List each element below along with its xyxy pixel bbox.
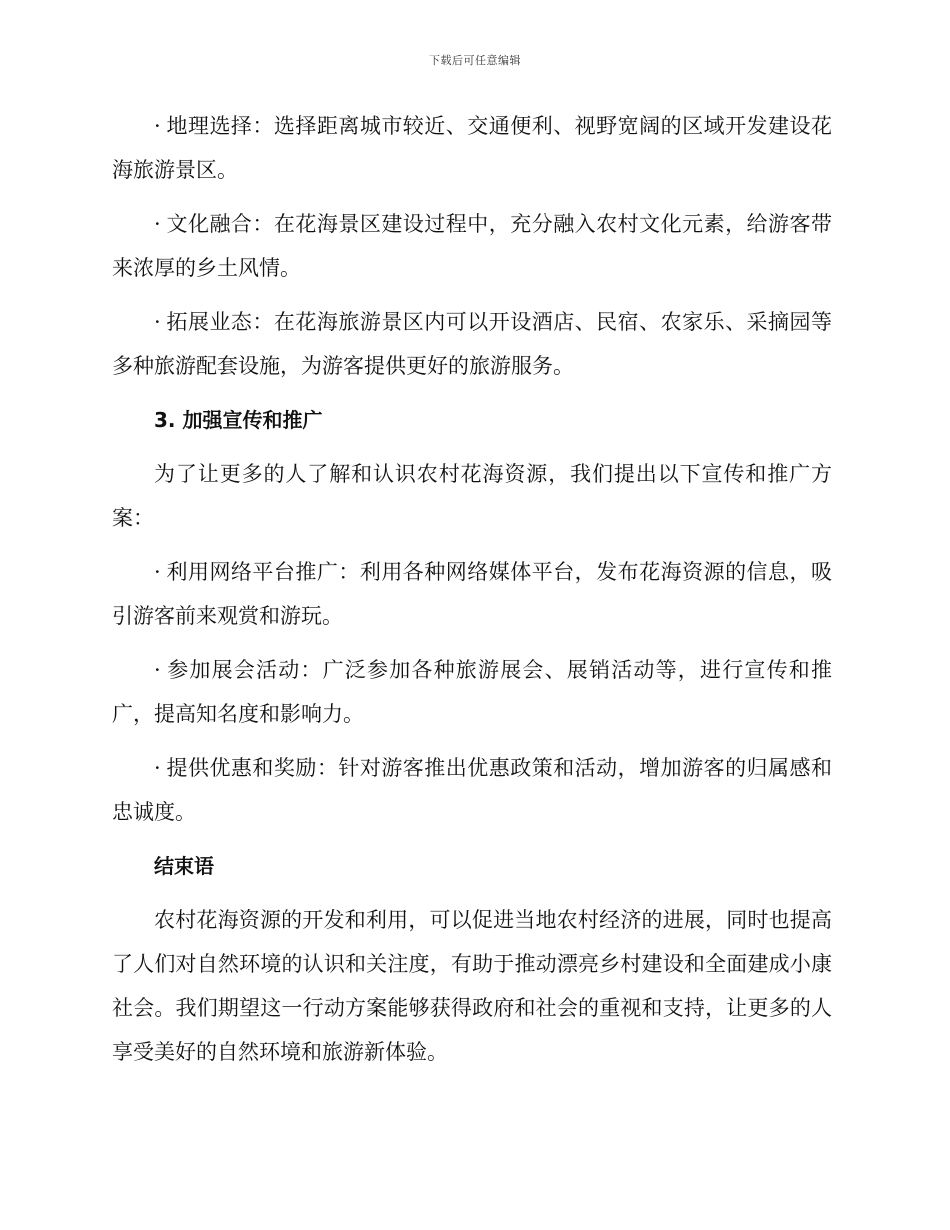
bullet-text: 在花海旅游景区内可以开设酒店、民宿、农家乐、采摘园等多种旅游配套设施，为游客提供更好的旅游服务。: [112, 310, 833, 378]
bullet-label: 文化融合: [166, 212, 253, 236]
bullet-label: 利用网络平台推广: [166, 560, 339, 584]
bullet-dot: ·: [154, 658, 161, 682]
conclusion-text: 农村花海资源的开发和利用，可以促进当地农村经济的进展，同时也提高了人们对自然环境的认识和关注度，有助于推动漂亮乡村建设和全面建成小康社会。我们期望这一行动方案能够获得政府和社会的重视和支持，让更多的人享受美好的自然环境和旅游新体验。: [112, 908, 832, 1064]
bullet-dot: ·: [154, 560, 161, 584]
bullet-text: 在花海景区建设过程中，充分融入农村文化元素，给游客带来浓厚的乡土风情。: [112, 212, 833, 280]
document-body: [112, 104, 832, 1084]
label-separator: ：: [252, 212, 274, 236]
section-heading-conclusion: 结束语: [154, 854, 214, 878]
bullet-dot: ·: [154, 310, 161, 334]
label-separator: ：: [300, 658, 323, 682]
bullet-label: 拓展业态: [166, 310, 253, 334]
bullet-item-online: [112, 550, 832, 638]
bullet-item-geography: [112, 104, 832, 192]
bullet-text: 广泛参加各种旅游展会、展销活动等，进行宣传和推广，提高知名度和影响力。: [112, 658, 833, 726]
promotion-intro: 为了让更多的人了解和认识农村花海资源，我们提出以下宣传和推广方案：: [112, 462, 832, 530]
bullet-dot: ·: [154, 212, 161, 236]
bullet-item-expo: [112, 648, 832, 736]
label-separator: ：: [252, 114, 274, 138]
bullet-dot: ·: [154, 756, 161, 780]
bullet-item-business: [112, 300, 832, 388]
bullet-text: 选择距离城市较近、交通便利、视野宽阔的区域开发建设花海旅游景区。: [112, 114, 833, 182]
section-heading-promotion: 3. 加强宣传和推广: [154, 408, 323, 432]
bullet-text: 针对游客推出优惠政策和活动，增加游客的归属感和忠诚度。: [112, 756, 833, 824]
label-separator: ：: [316, 756, 339, 780]
bullet-label: 参加展会活动: [166, 658, 301, 682]
header-note: 下载后可任意编辑: [429, 54, 521, 67]
label-separator: ：: [338, 560, 360, 584]
bullet-label: 提供优惠和奖励: [166, 756, 317, 780]
bullet-item-rewards: [112, 746, 832, 834]
bullet-label: 地理选择: [166, 114, 253, 138]
bullet-dot: ·: [154, 114, 161, 138]
bullet-text: 利用各种网络媒体平台，发布花海资源的信息，吸引游客前来观赏和游玩。: [112, 560, 833, 628]
bullet-item-culture: [112, 202, 832, 290]
label-separator: ：: [252, 310, 274, 334]
